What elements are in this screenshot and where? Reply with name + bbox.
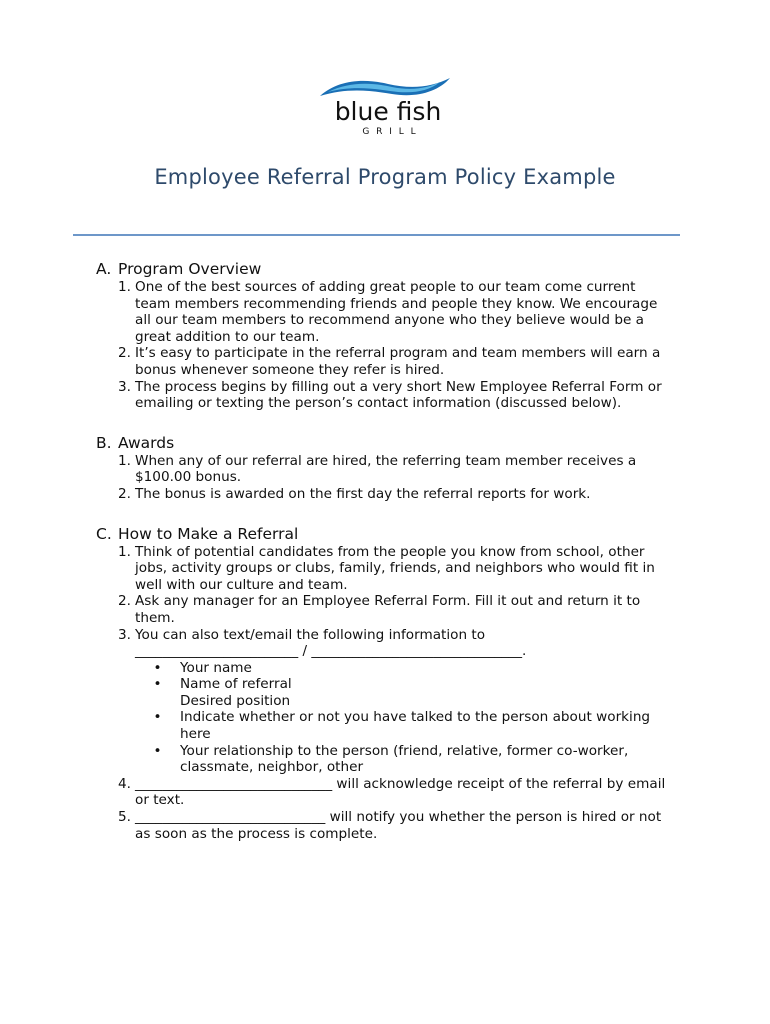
bullet-item	[135, 693, 666, 710]
list-item	[118, 627, 666, 776]
section-heading	[96, 433, 666, 453]
list-item	[118, 345, 666, 378]
page-title: Employee Referral Program Policy Example	[154, 165, 616, 189]
item-number: 1.	[118, 543, 131, 560]
bullet-icon	[135, 693, 180, 710]
list-item	[118, 809, 666, 842]
contact-blank-line: ________________________ / _______________________________.	[135, 643, 527, 660]
item-number: 2.	[118, 593, 131, 610]
item-number: 1.	[118, 452, 131, 469]
section-letter: A.	[96, 260, 112, 278]
item-text: Ask any manager for an Employee Referral Form. Fill it out and return it to them.	[135, 593, 641, 626]
item-text: ____________________________ will notify you whether the person is hired or not as soon as the process is complete.	[135, 809, 662, 842]
section-list	[96, 544, 666, 843]
item-text: _____________________________ will acknowledge receipt of the referral by email or text.	[135, 775, 666, 809]
bullet-icon: •	[153, 676, 162, 693]
item-number: 2.	[118, 345, 131, 362]
list-item	[118, 379, 666, 412]
bullet-icon: •	[153, 742, 162, 759]
section-how-to-make-referral	[96, 524, 666, 843]
bullet-icon: •	[153, 659, 162, 676]
bullet-icon: •	[153, 709, 162, 726]
bullet-text: Indicate whether or not you have talked to the person about working here	[180, 709, 651, 743]
policy-content	[96, 259, 666, 863]
bullet-list	[135, 660, 666, 776]
section-awards	[96, 433, 666, 503]
section-letter: C.	[96, 524, 112, 543]
logo-subtitle: G R I L L	[362, 127, 418, 136]
section-list	[96, 453, 666, 503]
bullet-item	[135, 709, 666, 742]
title-divider	[73, 234, 680, 236]
list-item	[118, 776, 666, 809]
section-letter: B.	[96, 433, 112, 452]
item-text: The bonus is awarded on the first day the referral reports for work.	[135, 485, 591, 502]
section-title: Program Overview	[118, 260, 262, 278]
bullet-text: Your name	[180, 659, 252, 676]
section-program-overview	[96, 259, 666, 412]
item-text: It’s easy to participate in the referral program and team members will earn a bonus whenever someone they refer is hired.	[135, 345, 661, 378]
item-number: 2.	[118, 485, 131, 502]
item-number: 3.	[118, 626, 131, 643]
bullet-text: Desired position	[180, 692, 291, 709]
bullet-text: Your relationship to the person (friend, relative, former co-worker, classmate, neighbor, other	[180, 742, 629, 776]
item-body	[135, 627, 666, 776]
item-text: When any of our referral are hired, the referring team member receives a $100.00 bonus.	[135, 452, 637, 486]
list-item	[118, 486, 666, 503]
item-number: 5.	[118, 809, 131, 826]
bullet-item	[135, 676, 666, 693]
item-text: One of the best sources of adding great people to our team come current team members recommending friends and people they know. We encourage all our team members to recommend anyone who they believe would be a great addition to our team.	[135, 279, 658, 345]
section-list	[96, 279, 666, 412]
list-item	[118, 544, 666, 594]
section-title: How to Make a Referral	[118, 524, 299, 543]
item-number: 1.	[118, 279, 131, 295]
section-heading	[96, 524, 666, 544]
blue-fish-grill-logo	[318, 74, 458, 136]
list-item	[118, 453, 666, 486]
bullet-item	[135, 660, 666, 677]
section-title: Awards	[118, 433, 175, 452]
item-text: The process begins by filling out a very short New Employee Referral Form or emailing or texting the person’s contact information (discussed below).	[135, 378, 662, 412]
item-text: You can also text/email the following information to	[135, 626, 486, 643]
list-item	[118, 593, 666, 626]
logo-wave-icon	[318, 74, 458, 136]
item-text: Think of potential candidates from the people you know from school, other jobs, activity groups or clubs, family, friends, and neighbors who would fit in well with our culture and team.	[135, 543, 655, 593]
bullet-item	[135, 743, 666, 776]
bullet-text: Name of referral	[180, 676, 292, 693]
item-number: 3.	[118, 378, 131, 395]
logo-name: blue fish	[334, 97, 442, 126]
item-number: 4.	[118, 775, 131, 792]
list-item	[118, 279, 666, 345]
section-heading	[96, 259, 666, 279]
